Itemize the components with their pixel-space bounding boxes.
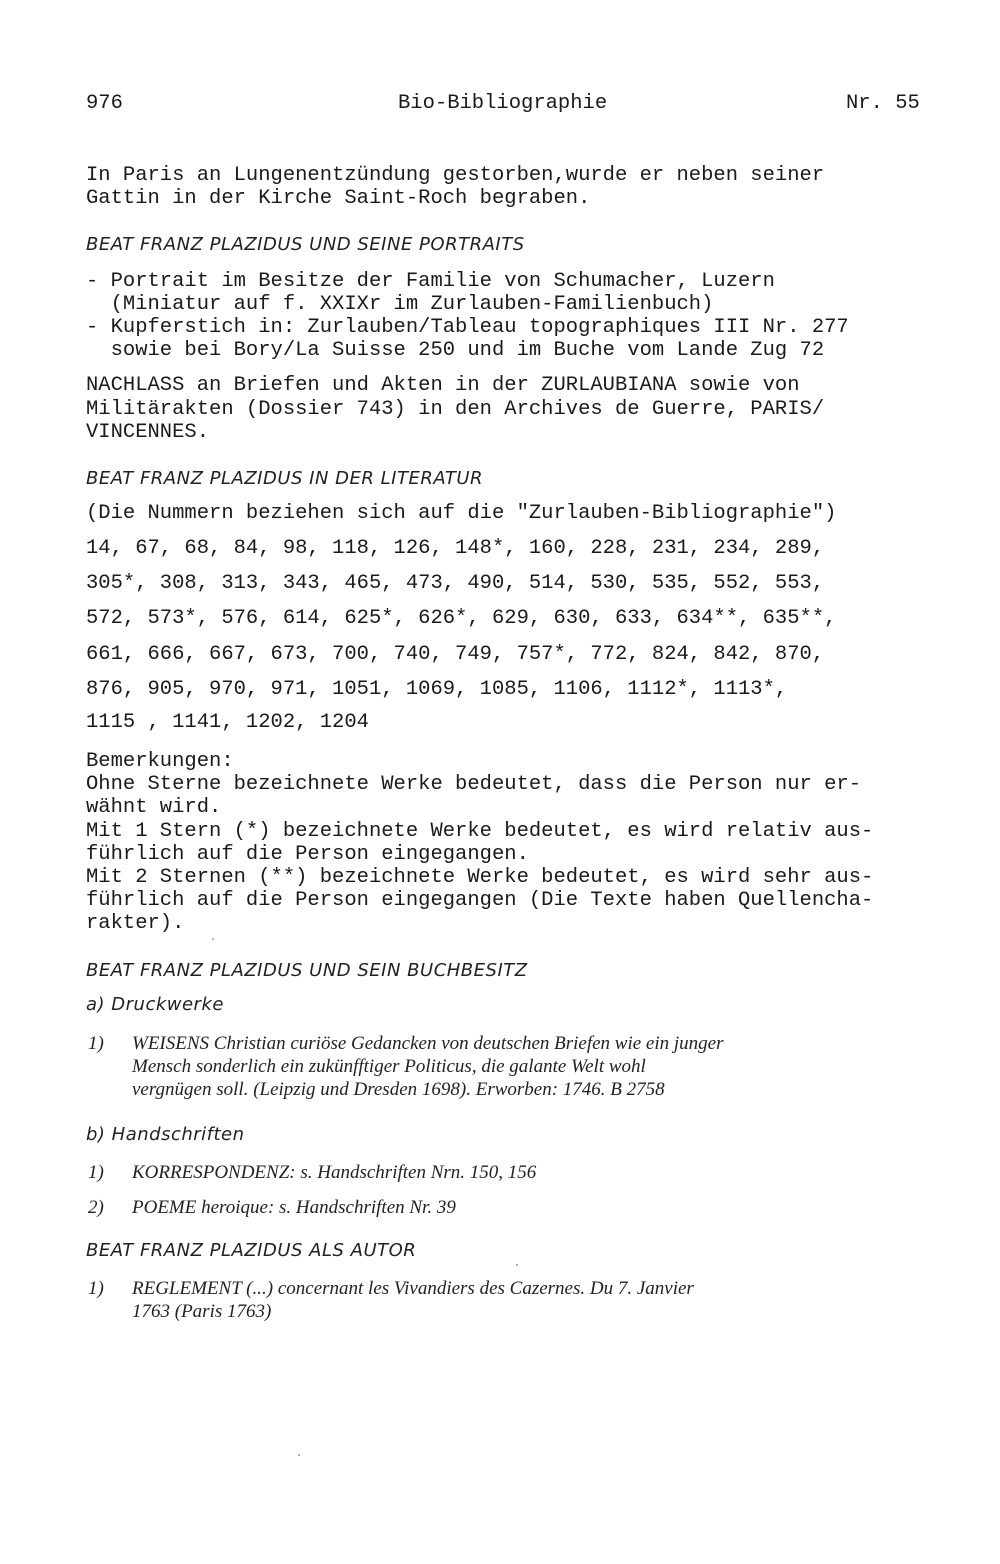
druckwerk-line: WEISENS Christian curiöse Gedancken von deutschen Briefen wie ein junger: [132, 1033, 724, 1054]
intro-line: In Paris an Lungenentzündung gestorben,wurde er neben seiner: [86, 164, 825, 187]
literatur-numbers-line: 1115 , 1141, 1202, 1204: [86, 711, 369, 734]
section-heading-portraits: BEAT FRANZ PLAZIDUS UND SEINE PORTRAITS: [86, 234, 525, 255]
literatur-numbers-line: 14, 67, 68, 84, 98, 118, 126, 148*, 160, 228, 231, 234, 289,: [86, 537, 825, 560]
literatur-numbers-line: 876, 905, 970, 971, 1051, 1069, 1085, 1106, 1112*, 1113*,: [86, 678, 788, 701]
entry-number: Nr. 55: [846, 92, 920, 115]
autor-line: REGLEMENT (...) concernant les Vivandiers des Cazernes. Du 7. Janvier: [132, 1278, 694, 1299]
bemerkungen-line: wähnt wird.: [86, 796, 222, 819]
autor-number: 1): [88, 1278, 104, 1299]
literatur-numbers-line: 661, 666, 667, 673, 700, 740, 749, 757*, 772, 824, 842, 870,: [86, 643, 825, 666]
subsection-druckwerke: a) Druckwerke: [86, 994, 224, 1015]
bemerkungen-line: führlich auf die Person eingegangen.: [86, 843, 529, 866]
speck-mark: [298, 1454, 300, 1456]
speck-mark: [212, 938, 214, 940]
speck-mark: [516, 1264, 518, 1266]
portrait-item-line: - Portrait im Besitze der Familie von Schumacher, Luzern: [86, 270, 775, 293]
portrait-item-line: sowie bei Bory/La Suisse 250 und im Buche vom Lande Zug 72: [86, 339, 825, 362]
druckwerk-line: vergnügen soll. (Leipzig und Dresden 1698). Erworben: 1746. B 2758: [132, 1079, 665, 1100]
section-heading-autor: BEAT FRANZ PLAZIDUS ALS AUTOR: [86, 1240, 417, 1261]
bemerkungen-line: Mit 2 Sternen (**) bezeichnete Werke bedeutet, es wird sehr aus-: [86, 866, 874, 889]
literatur-note: (Die Nummern beziehen sich auf die "Zurlauben-Bibliographie"): [86, 502, 837, 525]
running-title: Bio-Bibliographie: [398, 92, 608, 115]
nachlass-line: VINCENNES.: [86, 421, 210, 444]
page-number: 976: [86, 92, 123, 115]
handschrift-number: 2): [88, 1197, 104, 1218]
autor-line: 1763 (Paris 1763): [132, 1301, 272, 1322]
bemerkungen-line: Bemerkungen:: [86, 750, 234, 773]
handschrift-entry: KORRESPONDENZ: s. Handschriften Nrn. 150, 156: [132, 1162, 537, 1183]
nachlass-line: Militärakten (Dossier 743) in den Archives de Guerre, PARIS/: [86, 398, 825, 421]
bemerkungen-line: rakter).: [86, 912, 185, 935]
bemerkungen-line: führlich auf die Person eingegangen (Die Texte haben Quellencha-: [86, 889, 874, 912]
literatur-numbers-line: 305*, 308, 313, 343, 465, 473, 490, 514, 530, 535, 552, 553,: [86, 572, 825, 595]
subsection-handschriften: b) Handschriften: [86, 1124, 245, 1145]
intro-line: Gattin in der Kirche Saint-Roch begraben.: [86, 187, 591, 210]
portrait-item-line: - Kupferstich in: Zurlauben/Tableau topographiques III Nr. 277: [86, 316, 849, 339]
handschrift-entry: POEME heroique: s. Handschriften Nr. 39: [132, 1197, 456, 1218]
druckwerk-number: 1): [88, 1033, 104, 1054]
section-heading-buchbesitz: BEAT FRANZ PLAZIDUS UND SEIN BUCHBESITZ: [86, 960, 528, 981]
bemerkungen-line: Ohne Sterne bezeichnete Werke bedeutet, dass die Person nur er-: [86, 773, 862, 796]
portrait-item-line: (Miniatur auf f. XXIXr im Zurlauben-Familienbuch): [86, 293, 714, 316]
druckwerk-line: Mensch sonderlich ein zukünfftiger Politicus, die galante Welt wohl: [132, 1056, 646, 1077]
nachlass-line: NACHLASS an Briefen und Akten in der ZURLAUBIANA sowie von: [86, 374, 800, 397]
bemerkungen-line: Mit 1 Stern (*) bezeichnete Werke bedeutet, es wird relativ aus-: [86, 820, 874, 843]
handschrift-number: 1): [88, 1162, 104, 1183]
section-heading-literatur: BEAT FRANZ PLAZIDUS IN DER LITERATUR: [86, 468, 484, 489]
literatur-numbers-line: 572, 573*, 576, 614, 625*, 626*, 629, 630, 633, 634**, 635**,: [86, 607, 837, 630]
